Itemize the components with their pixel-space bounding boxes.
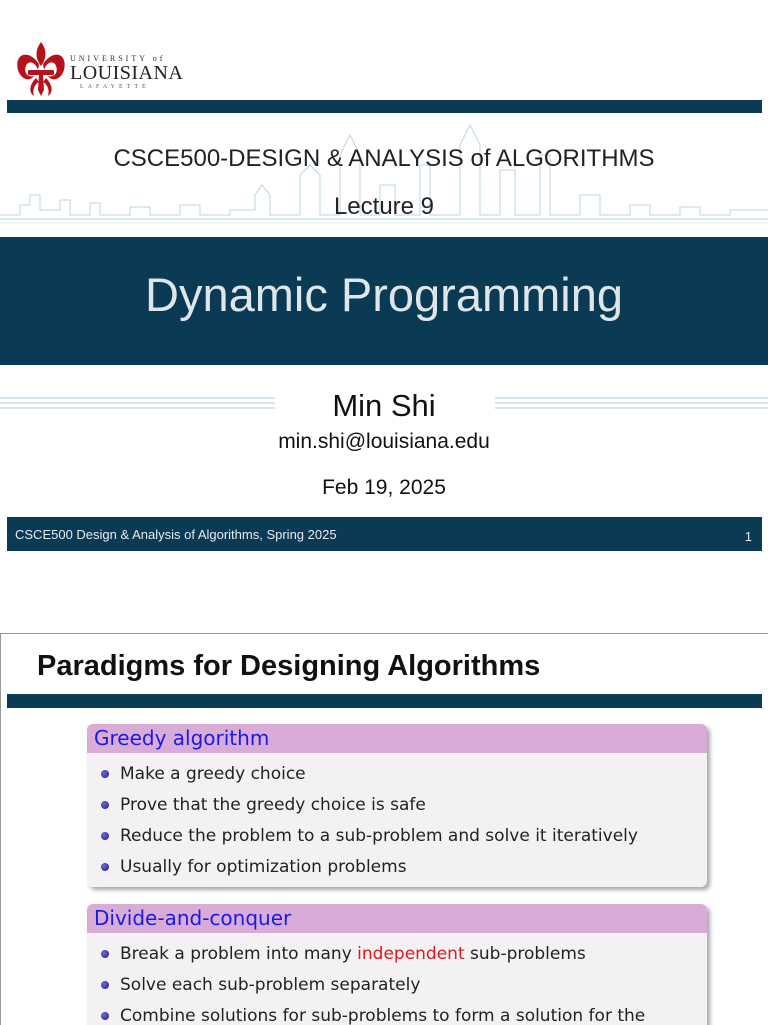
- slide-title: Dynamic Programming: [145, 268, 623, 321]
- block-heading: Greedy algorithm: [87, 724, 707, 753]
- list-item: Prove that the greedy choice is safe: [87, 790, 707, 821]
- header-divider-bar: [7, 100, 762, 113]
- slide-footer: [7, 517, 762, 551]
- logo-university-text: UNIVERSITY of: [70, 54, 166, 63]
- bullet-icon: [101, 981, 109, 989]
- list-item: Combine solutions for sub-problems to form a solution for the: [87, 1001, 707, 1025]
- presentation-date: Feb 19, 2025: [322, 476, 446, 499]
- list-item: Make a greedy choice: [87, 759, 707, 790]
- list-item: Break a problem into many independent sub-problems: [87, 939, 707, 970]
- highlighted-word: independent: [357, 944, 465, 964]
- bullet-icon: [101, 1012, 109, 1020]
- course-title: CSCE500-DESIGN & ANALYSIS of ALGORITHMS: [113, 145, 655, 172]
- bullet-icon: [101, 950, 109, 958]
- paradigms-slide: [0, 633, 768, 1025]
- divide-and-conquer-block: [87, 904, 707, 1025]
- footer-course-text: CSCE500 Design & Analysis of Algorithms, Spring 2025: [15, 527, 337, 542]
- author-email: min.shi@louisiana.edu: [278, 430, 490, 453]
- list-item: Usually for optimization problems: [87, 852, 707, 883]
- bullet-icon: [101, 770, 109, 778]
- greedy-algorithm-block: [87, 724, 707, 887]
- footer-page-number: 1: [744, 529, 752, 544]
- lecture-number: Lecture 9: [333, 193, 435, 220]
- logo-lafayette-text: LAFAYETTE: [80, 84, 150, 90]
- heading-divider-bar: [7, 694, 762, 708]
- block-heading: Divide-and-conquer: [87, 904, 707, 933]
- logo-louisiana-text: LOUISIANA: [70, 62, 184, 84]
- author-name: Min Shi: [332, 388, 436, 423]
- slide-heading: Paradigms for Designing Algorithms: [37, 650, 541, 682]
- list-item: Solve each sub-problem separately: [87, 970, 707, 1001]
- bullet-icon: [101, 863, 109, 871]
- bullet-icon: [101, 801, 109, 809]
- bullet-icon: [101, 832, 109, 840]
- list-item: Reduce the problem to a sub-problem and solve it iteratively: [87, 821, 707, 852]
